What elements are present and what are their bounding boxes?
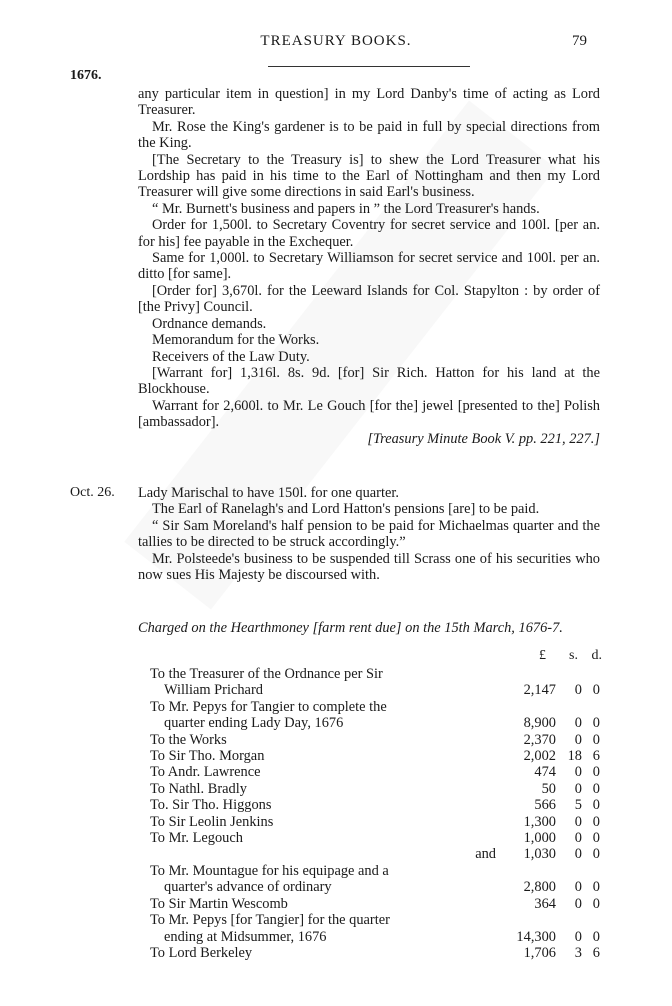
- ledger-amount: [502, 797, 602, 813]
- amount-pence: 0: [592, 813, 600, 830]
- entries-block-2: [138, 485, 600, 583]
- paragraph: any particular item in question] in my Lord Danby's time of acting as Lord Treasurer.: [138, 86, 600, 119]
- amount-pounds: 2,147: [523, 682, 556, 699]
- ledger-payee: To Sir Martin Wescomb: [150, 895, 288, 912]
- amount-pence: 0: [592, 797, 600, 814]
- paragraph: Receivers of the Law Duty.: [152, 348, 310, 365]
- ledger-payee-continued: ending at Midsummer, 1676: [164, 928, 327, 945]
- ledger-payee: To the Treasurer of the Ordnance per Sir: [150, 666, 383, 682]
- ledger-row: [150, 781, 602, 797]
- paragraph: The Earl of Ranelagh's and Lord Hatton's pensions [are] to be paid.: [152, 501, 540, 518]
- amount-pounds: 14,300: [516, 928, 556, 945]
- ledger-description: [150, 764, 500, 780]
- amount-pence: 0: [592, 780, 600, 797]
- amount-pounds: 50: [541, 780, 556, 797]
- ledger-payee: To Sir Leolin Jenkins: [150, 813, 274, 830]
- ledger-description: [150, 814, 500, 830]
- paragraph: “ Mr. Burnett's business and papers in ” the Lord Treasurer's hands.: [152, 200, 540, 217]
- amount-shillings: 18: [567, 748, 582, 765]
- ledger-payee: To Mr. Pepys for Tangier to complete the: [150, 698, 387, 715]
- amount-pounds: 8,900: [523, 715, 556, 732]
- running-header: TREASURY BOOKS.: [260, 33, 412, 49]
- amount-pounds: 1,706: [523, 944, 556, 961]
- ledger-amount: [502, 945, 602, 961]
- ledger-payee: To Sir Tho. Morgan: [150, 748, 265, 765]
- amount-pence: 0: [592, 879, 600, 896]
- charged-heading: Charged on the Hearthmoney [farm rent due] on the 15th March, 1676-7.: [138, 620, 563, 636]
- ledger-description: [150, 732, 500, 748]
- paragraph: Memorandum for the Works.: [152, 332, 320, 349]
- ledger-row: [150, 830, 602, 846]
- paragraph: Mr. Polsteede's business to be suspended till Scrass one of his securities who now sues His Majesty be discoursed with.: [138, 550, 600, 584]
- amount-pounds: 474: [534, 764, 556, 781]
- ledger-column-headers: [150, 648, 602, 666]
- ledger-payee-continued: William Prichard: [164, 682, 263, 699]
- ledger-payee-continued: quarter's advance of ordinary: [164, 879, 332, 896]
- ledger-row: [150, 896, 602, 912]
- amount-pounds: 1,000: [523, 830, 556, 847]
- ledger-description: [150, 748, 500, 764]
- ledger-amount: [502, 814, 602, 830]
- amount-pence: 0: [592, 764, 600, 781]
- ledger-payee: To Andr. Lawrence: [150, 764, 261, 781]
- ledger-row: [150, 863, 602, 896]
- amount-shillings: 0: [574, 846, 582, 863]
- ledger-payee: To the Works: [150, 731, 227, 748]
- amount-shillings: 0: [574, 731, 582, 748]
- ledger-payee: To Mr. Pepys [for Tangier] for the quarter: [150, 912, 390, 929]
- paragraph: Mr. Rose the King's gardener is to be paid in full by special directions from the King.: [138, 118, 600, 152]
- amount-shillings: 0: [574, 830, 582, 847]
- ledger-description: [150, 797, 500, 813]
- paragraph: Same for 1,000l. to Secretary Williamson for secret service and 100l. per an. ditto [for same].: [138, 250, 600, 283]
- ledger-rows: [150, 666, 602, 961]
- amount-pence: 0: [592, 682, 600, 699]
- amount-shillings: 0: [574, 780, 582, 797]
- paragraph: [Warrant for] 1,316l. 8s. 9d. [for] Sir Rich. Hatton for his land at the Blockhouse.: [138, 364, 600, 398]
- amount-pounds: 364: [534, 895, 556, 912]
- margin-date: Oct. 26.: [70, 485, 115, 500]
- ledger-amount: [502, 846, 602, 862]
- ledger-payee: and: [475, 846, 496, 863]
- paragraph: Lady Marischal to have 150l. for one quarter.: [138, 485, 399, 501]
- ledger-row: [150, 797, 602, 813]
- ledger-amount: [502, 896, 602, 912]
- ledger-payee: To Nathl. Bradly: [150, 780, 247, 797]
- amount-pounds: 2,002: [523, 748, 556, 765]
- ledger-payee: To. Sir Tho. Higgons: [150, 797, 272, 814]
- ledger-row: [150, 699, 602, 732]
- source-citation: [Treasury Minute Book V. pp. 221, 227.]: [367, 430, 600, 447]
- ledger-description: [150, 666, 500, 699]
- amount-pence: 6: [592, 944, 600, 961]
- ledger-row: [150, 814, 602, 830]
- amount-shillings: 0: [574, 879, 582, 896]
- amount-pence: 0: [592, 928, 600, 945]
- ledger-description: [150, 830, 500, 846]
- ledger-payee: To Mr. Legouch: [150, 830, 243, 847]
- amount-pence: 0: [592, 830, 600, 847]
- ledger-row: [150, 666, 602, 699]
- amount-pence: 0: [592, 715, 600, 732]
- amount-pounds: 566: [534, 797, 556, 814]
- ledger-description: [150, 896, 500, 912]
- amount-shillings: 0: [574, 928, 582, 945]
- ledger-amount: [502, 764, 602, 780]
- ledger-row: [150, 912, 602, 945]
- amount-pence: 0: [592, 731, 600, 748]
- amount-shillings: 0: [574, 813, 582, 830]
- shillings-header: s.: [569, 648, 578, 663]
- amount-pounds: 1,030: [523, 846, 556, 863]
- page-number: 79: [572, 33, 587, 49]
- amount-pence: 6: [592, 748, 600, 765]
- amount-shillings: 0: [574, 764, 582, 781]
- pounds-header: £: [539, 648, 546, 663]
- ledger-amount: [502, 781, 602, 797]
- ledger-amount: [502, 879, 602, 895]
- amount-shillings: 5: [574, 797, 582, 814]
- ledger-row: [150, 846, 602, 862]
- ledger-payee: To Lord Berkeley: [150, 944, 253, 961]
- amount-shillings: 0: [574, 715, 582, 732]
- ledger-amount: [502, 715, 602, 731]
- paragraph: Warrant for 2,600l. to Mr. Le Gouch [for the] jewel [presented to the] Polish [ambassador].: [138, 397, 600, 431]
- ledger-amount: [502, 682, 602, 698]
- ledger-description: [150, 699, 500, 732]
- entries-block-1: [138, 86, 600, 447]
- ledger-description: [150, 781, 500, 797]
- ledger-row: [150, 945, 602, 961]
- pence-header: d.: [591, 648, 602, 663]
- paragraph: Ordnance demands.: [152, 315, 267, 332]
- ledger-amount: [502, 748, 602, 764]
- margin-year: 1676.: [70, 68, 102, 83]
- paragraph: Order for 1,500l. to Secretary Coventry for secret service and 100l. [per an. for his] fee payable in the Exchequer.: [138, 217, 600, 250]
- ledger-amount: [502, 929, 602, 945]
- ledger-row: [150, 732, 602, 748]
- ledger-amount: [502, 732, 602, 748]
- paragraph: [Order for] 3,670l. for the Leeward Islands for Col. Stapylton : by order of [the Privy] Council.: [138, 282, 600, 316]
- ledger-row: [150, 764, 602, 780]
- paragraph: “ Sir Sam Moreland's half pension to be paid for Michaelmas quarter and the tallies to be directed to be struck accordingly.”: [138, 517, 600, 551]
- paragraph: [The Secretary to the Treasury is] to shew the Lord Treasurer what his Lordship has paid in his time to the Earl of Nottingham and then my Lord Treasurer will give some directions in said Earl's business.: [138, 151, 600, 201]
- amount-pounds: 1,300: [523, 813, 556, 830]
- amount-shillings: 0: [574, 682, 582, 699]
- amount-pounds: 2,370: [523, 731, 556, 748]
- amount-shillings: 0: [574, 895, 582, 912]
- amount-pounds: 2,800: [523, 879, 556, 896]
- ledger-payee: To Mr. Mountague for his equipage and a: [150, 862, 389, 879]
- ledger-table: [150, 648, 602, 961]
- ledger-description: [150, 863, 500, 896]
- ledger-description: [150, 912, 500, 945]
- ledger-payee-continued: quarter ending Lady Day, 1676: [164, 715, 344, 732]
- amount-shillings: 3: [574, 944, 582, 961]
- amount-pence: 0: [592, 895, 600, 912]
- ledger-amount: [502, 830, 602, 846]
- amount-pence: 0: [592, 846, 600, 863]
- ledger-description: [150, 846, 500, 862]
- ledger-description: [150, 945, 500, 961]
- ledger-row: [150, 748, 602, 764]
- header-rule: [268, 66, 470, 67]
